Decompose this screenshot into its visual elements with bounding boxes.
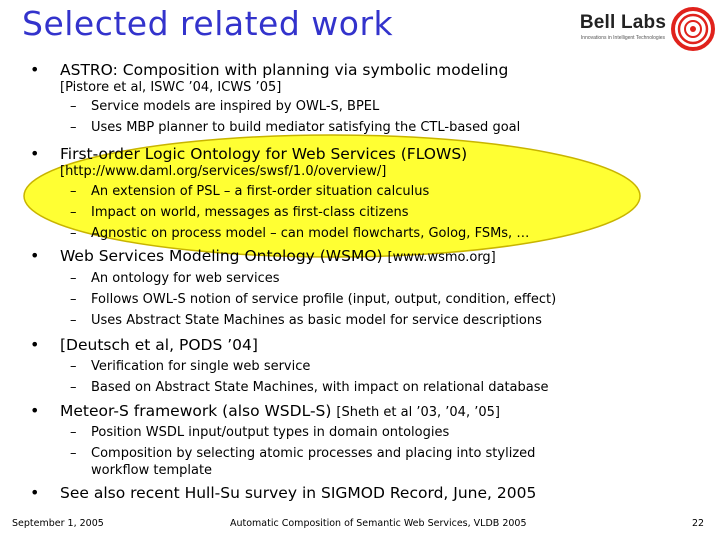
sub-item: Agnostic on process model – can model flowcharts, Golog, FSMs, …: [91, 226, 530, 241]
bullet-marker: •: [30, 483, 40, 502]
dash-marker: –: [70, 292, 77, 307]
bullet-main: See also recent Hull-Su survey in SIGMOD Record, June, 2005: [60, 484, 537, 502]
footer-title: Automatic Composition of Semantic Web Services, VLDB 2005: [230, 518, 527, 529]
dash-marker: –: [70, 205, 77, 220]
dash-marker: –: [70, 226, 77, 241]
dash-marker: –: [70, 271, 77, 286]
bullet-reference: [Pistore et al, ISWC ’04, ICWS ’05]: [60, 80, 282, 95]
sub-item: Composition by selecting atomic processes and placing into stylized: [91, 446, 536, 461]
bullet-main-text: Web Services Modeling Ontology (WSMO): [60, 247, 383, 265]
bullet-marker: •: [30, 246, 40, 265]
dash-marker: –: [70, 99, 77, 114]
sub-item: Uses MBP planner to build mediator satisfying the CTL-based goal: [91, 120, 521, 135]
dash-marker: –: [70, 120, 77, 135]
bell-labs-logo: [573, 12, 673, 41]
sub-item-continuation: workflow template: [91, 463, 213, 478]
sub-item: Impact on world, messages as first-class citizens: [91, 205, 409, 220]
bullet-main: [60, 402, 500, 422]
footer-page-number: 22: [692, 518, 705, 529]
bullet-marker: •: [30, 335, 40, 354]
bullet-reference: [www.wsmo.org]: [387, 250, 496, 265]
logo-tagline: Innovations in Intelligent Technologies: [580, 35, 666, 41]
sub-item: Service models are inspired by OWL-S, BPEL: [91, 99, 380, 114]
dash-marker: –: [70, 359, 77, 374]
bullet-main: ASTRO: Composition with planning via symbolic modeling: [60, 61, 509, 79]
bullet-main: [Deutsch et al, PODS ’04]: [60, 336, 258, 354]
sub-item: Based on Abstract State Machines, with impact on relational database: [91, 380, 549, 395]
bullet-marker: •: [30, 60, 40, 79]
bullet-main-text: Meteor-S framework (also WSDL-S): [60, 402, 332, 420]
sub-item: Uses Abstract State Machines as basic model for service descriptions: [91, 313, 542, 328]
logo-name: Bell Labs: [579, 12, 667, 33]
footer-date: September 1, 2005: [12, 518, 104, 529]
bullet-main: [60, 247, 496, 267]
dash-marker: –: [70, 425, 77, 440]
dash-marker: –: [70, 313, 77, 328]
slide-title: Selected related work: [22, 4, 394, 43]
sub-item: Verification for single web service: [91, 359, 311, 374]
bullet-reference: [http://www.daml.org/services/swsf/1.0/overview/]: [60, 164, 387, 179]
dash-marker: –: [70, 446, 77, 461]
bullet-marker: •: [30, 401, 40, 420]
sub-item: An ontology for web services: [91, 271, 280, 286]
sub-item: Position WSDL input/output types in domain ontologies: [91, 425, 450, 440]
dash-marker: –: [70, 184, 77, 199]
dash-marker: –: [70, 380, 77, 395]
sub-item: Follows OWL-S notion of service profile (input, output, condition, effect): [91, 292, 557, 307]
bullet-main: First-order Logic Ontology for Web Services (FLOWS): [60, 145, 468, 163]
bullet-marker: •: [30, 144, 40, 163]
sub-item: An extension of PSL – a first-order situation calculus: [91, 184, 430, 199]
bullet-reference: [Sheth et al ’03, ’04, ’05]: [336, 405, 500, 420]
bell-logo-icon: [670, 6, 716, 52]
